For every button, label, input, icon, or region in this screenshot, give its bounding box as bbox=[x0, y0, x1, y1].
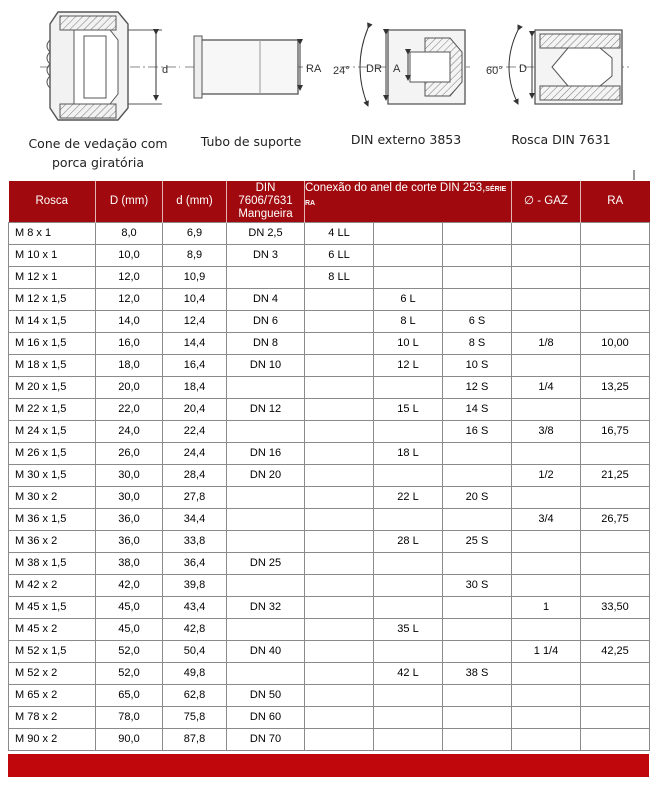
cell-ra bbox=[581, 663, 650, 685]
cell-din bbox=[227, 487, 305, 509]
cell-s bbox=[443, 465, 512, 487]
caption-din-3853: DIN externo 3853 bbox=[350, 132, 462, 147]
cell-ll bbox=[305, 487, 374, 509]
cell-ra: 21,25 bbox=[581, 465, 650, 487]
cell-din: DN 70 bbox=[227, 729, 305, 751]
caption-support-tube: Tubo de suporte bbox=[200, 134, 302, 149]
cell-din: DN 6 bbox=[227, 311, 305, 333]
cell-ll bbox=[305, 619, 374, 641]
cell-l bbox=[374, 553, 443, 575]
cell-D: 24,0 bbox=[96, 421, 163, 443]
table-row bbox=[9, 575, 650, 597]
cell-din: DN 12 bbox=[227, 399, 305, 421]
cell-ll bbox=[305, 311, 374, 333]
cell-D: 42,0 bbox=[96, 575, 163, 597]
drawing-din-3853 bbox=[333, 28, 470, 106]
cell-s: 20 S bbox=[443, 487, 512, 509]
cell-ra bbox=[581, 553, 650, 575]
cell-rosca: M 18 x 1,5 bbox=[9, 355, 96, 377]
cell-l bbox=[374, 575, 443, 597]
cell-gaz bbox=[512, 399, 581, 421]
header-conexao-small: SÉRIE RA bbox=[305, 186, 507, 207]
table-row bbox=[9, 377, 650, 399]
drawing-support-tube bbox=[185, 36, 322, 98]
cell-l bbox=[374, 707, 443, 729]
cell-D: 36,0 bbox=[96, 509, 163, 531]
cell-s bbox=[443, 509, 512, 531]
cell-gaz bbox=[512, 245, 581, 267]
label-dr: DR bbox=[366, 63, 382, 75]
cell-D: 12,0 bbox=[96, 289, 163, 311]
cell-gaz: 1/8 bbox=[512, 333, 581, 355]
cell-D: 18,0 bbox=[96, 355, 163, 377]
cell-d: 8,9 bbox=[163, 245, 227, 267]
cell-ra bbox=[581, 443, 650, 465]
label-a: A bbox=[393, 63, 401, 75]
cell-d: 49,8 bbox=[163, 663, 227, 685]
label-angle-60: 60° bbox=[486, 65, 503, 77]
cell-ll: 6 LL bbox=[305, 245, 374, 267]
cell-d: 42,8 bbox=[163, 619, 227, 641]
cell-gaz: 1/2 bbox=[512, 465, 581, 487]
caption-cone-swivel-nut: Cone de vedação com porca giratória bbox=[28, 136, 168, 170]
cell-rosca: M 8 x 1 bbox=[9, 223, 96, 245]
cell-din: DN 8 bbox=[227, 333, 305, 355]
cell-ll bbox=[305, 553, 374, 575]
cell-din bbox=[227, 267, 305, 289]
cell-din: DN 50 bbox=[227, 685, 305, 707]
cell-ll bbox=[305, 465, 374, 487]
cell-s bbox=[443, 685, 512, 707]
cell-s: 38 S bbox=[443, 663, 512, 685]
cell-d: 22,4 bbox=[163, 421, 227, 443]
cell-ll bbox=[305, 443, 374, 465]
cell-ra bbox=[581, 223, 650, 245]
header-conexao-text: Conexão do anel de corte DIN 253, bbox=[305, 182, 486, 194]
cell-D: 38,0 bbox=[96, 553, 163, 575]
cell-gaz bbox=[512, 575, 581, 597]
header-din-line3: Mangueira bbox=[238, 208, 293, 220]
cell-rosca: M 12 x 1,5 bbox=[9, 289, 96, 311]
cell-d: 39,8 bbox=[163, 575, 227, 597]
cell-d: 6,9 bbox=[163, 223, 227, 245]
table-row bbox=[9, 289, 650, 311]
cell-l: 12 L bbox=[374, 355, 443, 377]
cell-gaz: 1 bbox=[512, 597, 581, 619]
header-din bbox=[227, 181, 305, 223]
cell-D: 30,0 bbox=[96, 487, 163, 509]
cell-gaz: 1/4 bbox=[512, 377, 581, 399]
header-din-line2: 7606/7631 bbox=[238, 195, 293, 207]
cell-l bbox=[374, 641, 443, 663]
cell-D: 78,0 bbox=[96, 707, 163, 729]
table-row bbox=[9, 399, 650, 421]
cell-s bbox=[443, 289, 512, 311]
cell-din: DN 40 bbox=[227, 641, 305, 663]
cell-D: 20,0 bbox=[96, 377, 163, 399]
cell-rosca: M 90 x 2 bbox=[9, 729, 96, 751]
cell-ll bbox=[305, 421, 374, 443]
cell-din bbox=[227, 531, 305, 553]
cell-din: DN 16 bbox=[227, 443, 305, 465]
header-ra: RA bbox=[581, 181, 650, 223]
cell-d: 75,8 bbox=[163, 707, 227, 729]
cell-d: 10,9 bbox=[163, 267, 227, 289]
cell-ra bbox=[581, 531, 650, 553]
cell-s bbox=[443, 619, 512, 641]
table-row bbox=[9, 619, 650, 641]
cell-D: 90,0 bbox=[96, 729, 163, 751]
header-conexao bbox=[305, 181, 512, 223]
cell-l bbox=[374, 597, 443, 619]
cell-ll bbox=[305, 575, 374, 597]
cell-rosca: M 12 x 1 bbox=[9, 267, 96, 289]
cell-ra bbox=[581, 399, 650, 421]
cell-din: DN 60 bbox=[227, 707, 305, 729]
cell-rosca: M 16 x 1,5 bbox=[9, 333, 96, 355]
cell-din bbox=[227, 575, 305, 597]
cell-D: 45,0 bbox=[96, 597, 163, 619]
cell-ra bbox=[581, 575, 650, 597]
cell-l: 28 L bbox=[374, 531, 443, 553]
cell-s: 12 S bbox=[443, 377, 512, 399]
cell-d: 50,4 bbox=[163, 641, 227, 663]
cell-l: 42 L bbox=[374, 663, 443, 685]
cell-d: 27,8 bbox=[163, 487, 227, 509]
cell-gaz bbox=[512, 619, 581, 641]
cell-ll bbox=[305, 531, 374, 553]
cell-l: 6 L bbox=[374, 289, 443, 311]
cell-D: 36,0 bbox=[96, 531, 163, 553]
cell-gaz bbox=[512, 223, 581, 245]
cell-ll bbox=[305, 685, 374, 707]
table-row bbox=[9, 663, 650, 685]
cell-ra bbox=[581, 619, 650, 641]
cell-D: 8,0 bbox=[96, 223, 163, 245]
cell-ll: 8 LL bbox=[305, 267, 374, 289]
label-d: d bbox=[162, 64, 169, 76]
table-row bbox=[9, 267, 650, 289]
cell-ll bbox=[305, 663, 374, 685]
cell-D: 22,0 bbox=[96, 399, 163, 421]
cell-s: 25 S bbox=[443, 531, 512, 553]
cell-gaz bbox=[512, 487, 581, 509]
table-row bbox=[9, 223, 650, 245]
cell-ll bbox=[305, 377, 374, 399]
table-row bbox=[9, 333, 650, 355]
cell-gaz bbox=[512, 707, 581, 729]
cell-D: 52,0 bbox=[96, 663, 163, 685]
cell-rosca: M 38 x 1,5 bbox=[9, 553, 96, 575]
cell-rosca: M 78 x 2 bbox=[9, 707, 96, 729]
cell-ra: 42,25 bbox=[581, 641, 650, 663]
cell-l bbox=[374, 421, 443, 443]
cell-s bbox=[443, 553, 512, 575]
cell-din: DN 32 bbox=[227, 597, 305, 619]
cell-ll bbox=[305, 707, 374, 729]
cell-din bbox=[227, 509, 305, 531]
cell-din bbox=[227, 619, 305, 641]
cell-gaz bbox=[512, 531, 581, 553]
cell-ra bbox=[581, 685, 650, 707]
cell-d: 24,4 bbox=[163, 443, 227, 465]
cell-l bbox=[374, 465, 443, 487]
cell-ra: 10,00 bbox=[581, 333, 650, 355]
cell-d: 16,4 bbox=[163, 355, 227, 377]
cell-ra: 26,75 bbox=[581, 509, 650, 531]
cell-gaz bbox=[512, 685, 581, 707]
cell-l bbox=[374, 729, 443, 751]
cell-din: DN 3 bbox=[227, 245, 305, 267]
table-row bbox=[9, 707, 650, 729]
cell-din bbox=[227, 421, 305, 443]
cell-ll: 4 LL bbox=[305, 223, 374, 245]
cell-l bbox=[374, 245, 443, 267]
cell-d: 18,4 bbox=[163, 377, 227, 399]
cell-ll bbox=[305, 399, 374, 421]
cell-l bbox=[374, 377, 443, 399]
cell-d: 10,4 bbox=[163, 289, 227, 311]
cell-D: 30,0 bbox=[96, 465, 163, 487]
cell-rosca: M 20 x 1,5 bbox=[9, 377, 96, 399]
drawing-din-7631 bbox=[486, 30, 630, 104]
cell-l: 18 L bbox=[374, 443, 443, 465]
cell-din bbox=[227, 377, 305, 399]
cell-s: 30 S bbox=[443, 575, 512, 597]
cell-gaz bbox=[512, 729, 581, 751]
header-din-line1: DIN bbox=[255, 182, 276, 194]
cell-d: 43,4 bbox=[163, 597, 227, 619]
cell-s: 14 S bbox=[443, 399, 512, 421]
cell-l: 15 L bbox=[374, 399, 443, 421]
cell-D: 45,0 bbox=[96, 619, 163, 641]
cell-s: 16 S bbox=[443, 421, 512, 443]
cell-rosca: M 30 x 1,5 bbox=[9, 465, 96, 487]
cell-s bbox=[443, 443, 512, 465]
table-row bbox=[9, 421, 650, 443]
caption-din-7631: Rosca DIN 7631 bbox=[511, 132, 611, 147]
header-gaz: ∅ - GAZ bbox=[512, 181, 581, 223]
table-row bbox=[9, 509, 650, 531]
cell-l: 8 L bbox=[374, 311, 443, 333]
cell-ll bbox=[305, 729, 374, 751]
cell-d: 34,4 bbox=[163, 509, 227, 531]
cell-s bbox=[443, 245, 512, 267]
table-row bbox=[9, 597, 650, 619]
footer-bar bbox=[8, 754, 649, 777]
cell-d: 14,4 bbox=[163, 333, 227, 355]
cell-ra bbox=[581, 707, 650, 729]
cell-gaz bbox=[512, 311, 581, 333]
cell-l bbox=[374, 685, 443, 707]
cell-ra: 33,50 bbox=[581, 597, 650, 619]
cell-s: 10 S bbox=[443, 355, 512, 377]
cell-d: 62,8 bbox=[163, 685, 227, 707]
label-ra: RA bbox=[306, 63, 322, 75]
cell-rosca: M 36 x 2 bbox=[9, 531, 96, 553]
cell-l: 35 L bbox=[374, 619, 443, 641]
cell-rosca: M 45 x 1,5 bbox=[9, 597, 96, 619]
cell-rosca: M 26 x 1,5 bbox=[9, 443, 96, 465]
cell-ra bbox=[581, 289, 650, 311]
cell-d: 87,8 bbox=[163, 729, 227, 751]
cell-ra bbox=[581, 487, 650, 509]
cell-gaz: 3/4 bbox=[512, 509, 581, 531]
header-D: D (mm) bbox=[96, 181, 163, 223]
cell-d: 36,4 bbox=[163, 553, 227, 575]
cell-s bbox=[443, 597, 512, 619]
label-D: D bbox=[519, 63, 527, 75]
header-rosca: Rosca bbox=[9, 181, 96, 223]
table-row bbox=[9, 311, 650, 333]
cell-D: 65,0 bbox=[96, 685, 163, 707]
cell-D: 14,0 bbox=[96, 311, 163, 333]
cell-rosca: M 42 x 2 bbox=[9, 575, 96, 597]
cell-ll bbox=[305, 509, 374, 531]
cell-rosca: M 14 x 1,5 bbox=[9, 311, 96, 333]
cell-s bbox=[443, 641, 512, 663]
table-row bbox=[9, 245, 650, 267]
cell-rosca: M 45 x 2 bbox=[9, 619, 96, 641]
cell-ll bbox=[305, 355, 374, 377]
table-row bbox=[9, 531, 650, 553]
cell-rosca: M 24 x 1,5 bbox=[9, 421, 96, 443]
cell-rosca: M 52 x 1,5 bbox=[9, 641, 96, 663]
cell-rosca: M 52 x 2 bbox=[9, 663, 96, 685]
cell-ra: 13,25 bbox=[581, 377, 650, 399]
table-row bbox=[9, 443, 650, 465]
cell-rosca: M 36 x 1,5 bbox=[9, 509, 96, 531]
table-row bbox=[9, 553, 650, 575]
cell-l bbox=[374, 223, 443, 245]
cell-D: 26,0 bbox=[96, 443, 163, 465]
cell-gaz bbox=[512, 289, 581, 311]
cell-din: DN 25 bbox=[227, 553, 305, 575]
drawing-cone-swivel-nut bbox=[40, 12, 180, 120]
cell-ra: 16,75 bbox=[581, 421, 650, 443]
cell-D: 10,0 bbox=[96, 245, 163, 267]
cell-rosca: M 65 x 2 bbox=[9, 685, 96, 707]
cell-ll bbox=[305, 641, 374, 663]
cell-gaz bbox=[512, 443, 581, 465]
cell-ll bbox=[305, 333, 374, 355]
cell-l: 22 L bbox=[374, 487, 443, 509]
cell-gaz bbox=[512, 267, 581, 289]
cell-gaz: 1 1/4 bbox=[512, 641, 581, 663]
cell-l: 10 L bbox=[374, 333, 443, 355]
cell-ra bbox=[581, 311, 650, 333]
cell-din: DN 10 bbox=[227, 355, 305, 377]
cell-rosca: M 10 x 1 bbox=[9, 245, 96, 267]
table-header-row bbox=[9, 181, 650, 223]
cell-rosca: M 22 x 1,5 bbox=[9, 399, 96, 421]
cell-din: DN 4 bbox=[227, 289, 305, 311]
cell-ra bbox=[581, 729, 650, 751]
cell-din bbox=[227, 663, 305, 685]
cell-l bbox=[374, 267, 443, 289]
cell-s bbox=[443, 223, 512, 245]
cell-gaz bbox=[512, 355, 581, 377]
cell-d: 28,4 bbox=[163, 465, 227, 487]
label-angle-24: 24° bbox=[333, 65, 350, 77]
cell-ra bbox=[581, 245, 650, 267]
cell-ll bbox=[305, 597, 374, 619]
cell-din: DN 2,5 bbox=[227, 223, 305, 245]
cell-l bbox=[374, 509, 443, 531]
table-row bbox=[9, 465, 650, 487]
cell-ll bbox=[305, 289, 374, 311]
table-row bbox=[9, 355, 650, 377]
thread-table bbox=[8, 181, 649, 751]
cell-ra bbox=[581, 267, 650, 289]
cell-s: 8 S bbox=[443, 333, 512, 355]
cell-d: 20,4 bbox=[163, 399, 227, 421]
cell-s bbox=[443, 729, 512, 751]
table-row bbox=[9, 641, 650, 663]
cell-D: 12,0 bbox=[96, 267, 163, 289]
table-row bbox=[9, 685, 650, 707]
cell-s bbox=[443, 707, 512, 729]
cell-s bbox=[443, 267, 512, 289]
header-d: d (mm) bbox=[163, 181, 227, 223]
cell-D: 52,0 bbox=[96, 641, 163, 663]
cell-gaz bbox=[512, 663, 581, 685]
cell-d: 33,8 bbox=[163, 531, 227, 553]
cell-D: 16,0 bbox=[96, 333, 163, 355]
table-row bbox=[9, 487, 650, 509]
cell-gaz bbox=[512, 553, 581, 575]
cell-gaz: 3/8 bbox=[512, 421, 581, 443]
cell-s: 6 S bbox=[443, 311, 512, 333]
cell-rosca: M 30 x 2 bbox=[9, 487, 96, 509]
cell-din: DN 20 bbox=[227, 465, 305, 487]
table-row bbox=[9, 729, 650, 751]
cell-ra bbox=[581, 355, 650, 377]
cell-d: 12,4 bbox=[163, 311, 227, 333]
